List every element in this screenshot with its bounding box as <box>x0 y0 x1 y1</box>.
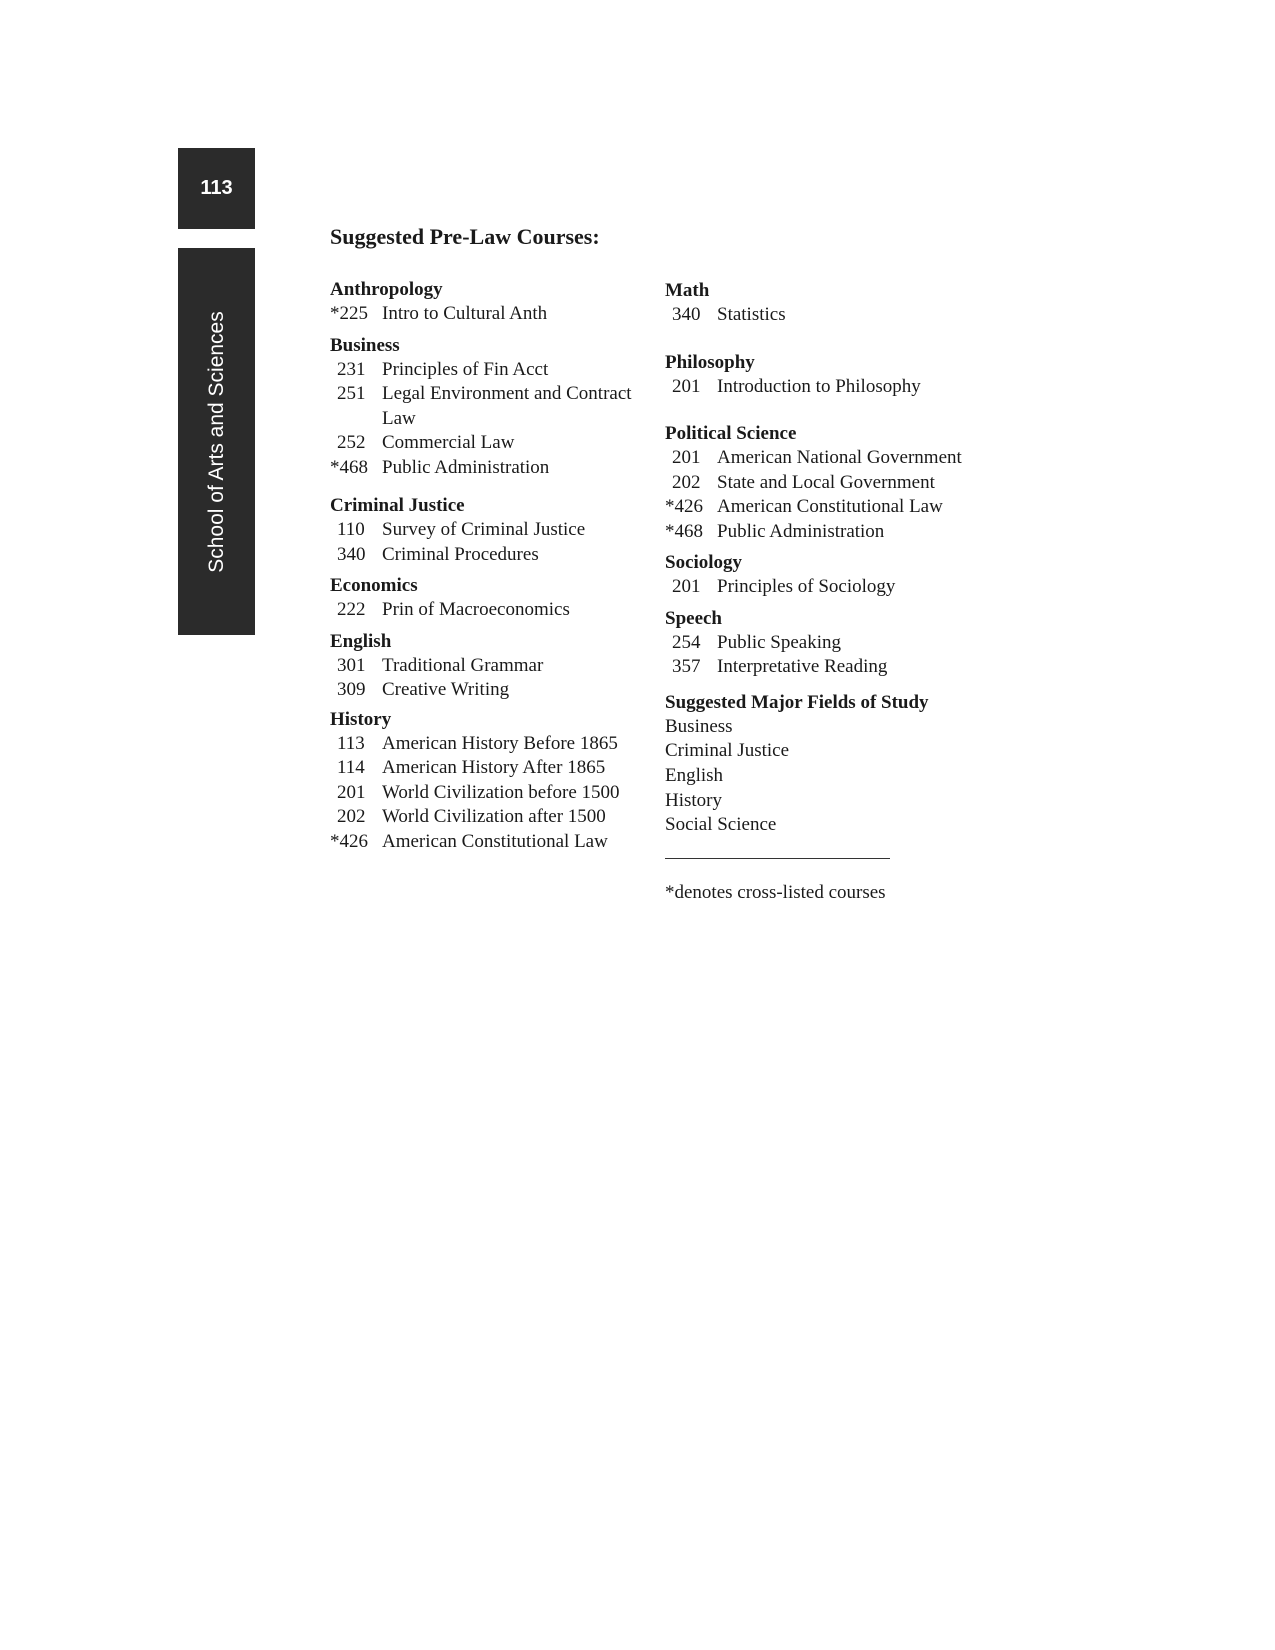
subject-block <box>330 707 660 855</box>
left-column <box>330 277 660 854</box>
course-number: 340 <box>672 304 701 325</box>
course-row <box>665 471 995 496</box>
subject-title: Math <box>665 280 710 301</box>
subject-block <box>330 333 660 481</box>
course-name: Criminal Procedures <box>382 543 539 565</box>
subject-block <box>665 421 995 544</box>
course-number: 309 <box>337 679 366 700</box>
subject-block <box>665 278 995 328</box>
course-name: Legal Environment and Contract Law <box>382 383 632 429</box>
course-number: 340 <box>337 543 366 565</box>
course-name: Introduction to Philosophy <box>717 375 921 397</box>
course-name: Public Administration <box>382 456 550 478</box>
course-number: 251 <box>337 383 366 404</box>
right-column <box>665 278 995 905</box>
course-row <box>330 543 660 568</box>
course-row <box>330 654 660 679</box>
major-fields-title: Suggested Major Fields of Study <box>665 691 929 713</box>
course-number: 222 <box>337 599 366 620</box>
course-number: 201 <box>672 576 701 597</box>
subject-block <box>665 350 995 400</box>
course-row <box>665 446 995 471</box>
course-number: *225 <box>330 303 368 324</box>
subject-title: Business <box>330 334 400 356</box>
course-number: *426 <box>665 496 703 517</box>
course-number: 201 <box>672 375 701 397</box>
course-row <box>330 358 660 383</box>
major-field-item: Criminal Justice <box>665 740 790 762</box>
course-row <box>330 756 660 781</box>
major-fields-list <box>665 715 995 839</box>
course-row <box>665 375 995 400</box>
right-subjects <box>665 278 995 680</box>
subject-title: Speech <box>665 607 722 629</box>
subject-title: English <box>330 630 392 652</box>
subject-block <box>665 606 995 680</box>
subject-title: Criminal Justice <box>330 495 465 516</box>
page-heading: Suggested Pre-Law Courses: <box>330 224 600 249</box>
course-number: 252 <box>337 432 366 453</box>
course-row <box>665 520 995 545</box>
course-name: Survey of Criminal Justice <box>382 519 586 540</box>
course-name: Principles of Sociology <box>717 576 896 597</box>
major-field-item: Social Science <box>665 814 777 836</box>
course-number: 113 <box>337 732 365 754</box>
course-name: World Civilization before 1500 <box>382 781 620 803</box>
course-number: 202 <box>337 806 366 827</box>
subject-title: Philosophy <box>665 351 755 373</box>
course-number: 114 <box>337 757 365 778</box>
footnote: *denotes cross-listed courses <box>665 882 886 904</box>
course-number: *468 <box>665 520 703 542</box>
course-number: 110 <box>337 519 365 540</box>
divider <box>665 858 890 859</box>
course-name: American Constitutional Law <box>382 830 608 852</box>
course-name: Intro to Cultural Anth <box>382 303 548 324</box>
course-row <box>330 781 660 806</box>
course-row <box>665 495 995 520</box>
course-row <box>330 302 660 327</box>
course-name: Prin of Macroeconomics <box>382 599 570 620</box>
course-name: American National Government <box>717 447 962 468</box>
section-tab <box>178 248 255 635</box>
section-label: School of Arts and Sciences <box>204 310 228 573</box>
course-row <box>330 830 660 855</box>
course-number: 201 <box>337 781 366 803</box>
course-number: 201 <box>672 447 701 468</box>
subject-title: History <box>330 708 392 730</box>
subject-title: Political Science <box>665 423 797 444</box>
subject-title: Economics <box>330 575 418 596</box>
page-number-tab <box>178 148 255 229</box>
course-name: Creative Writing <box>382 679 510 700</box>
course-row <box>330 678 660 703</box>
course-row <box>330 431 660 456</box>
major-field-item: Business <box>665 715 733 737</box>
course-row <box>665 631 995 656</box>
course-row <box>665 575 995 600</box>
course-number: 254 <box>672 631 701 653</box>
course-number: 202 <box>672 471 701 493</box>
course-name: Commercial Law <box>382 432 515 453</box>
course-name: World Civilization after 1500 <box>382 806 606 827</box>
course-row <box>330 382 660 431</box>
course-name: State and Local Government <box>717 471 935 493</box>
major-field-item: History <box>665 789 722 811</box>
course-name: American Constitutional Law <box>717 496 943 517</box>
course-row <box>330 598 660 623</box>
subject-title: Anthropology <box>330 279 443 300</box>
course-row <box>330 805 660 830</box>
course-row <box>665 303 995 328</box>
page-number: 113 <box>200 177 233 199</box>
course-number: 301 <box>337 654 366 676</box>
subject-block <box>330 573 660 623</box>
course-number: 231 <box>337 358 366 380</box>
subject-block <box>330 493 660 567</box>
course-row <box>330 456 660 481</box>
course-name: Traditional Grammar <box>382 654 544 676</box>
major-field-item: English <box>665 764 724 786</box>
course-name: Public Speaking <box>717 631 842 653</box>
subject-block <box>665 550 995 600</box>
course-name: Public Administration <box>717 520 885 542</box>
course-name: Interpretative Reading <box>717 656 888 677</box>
course-row <box>330 732 660 757</box>
course-name: American History After 1865 <box>382 757 606 778</box>
subject-block <box>330 277 660 327</box>
course-name: American History Before 1865 <box>382 732 618 754</box>
subject-block <box>330 629 660 703</box>
subject-title: Sociology <box>665 552 743 573</box>
course-name: Principles of Fin Acct <box>382 358 549 380</box>
course-number: 357 <box>672 656 701 677</box>
course-row <box>330 518 660 543</box>
course-name: Statistics <box>717 304 786 325</box>
course-row <box>665 655 995 680</box>
course-number: *468 <box>330 456 368 478</box>
course-number: *426 <box>330 830 368 852</box>
